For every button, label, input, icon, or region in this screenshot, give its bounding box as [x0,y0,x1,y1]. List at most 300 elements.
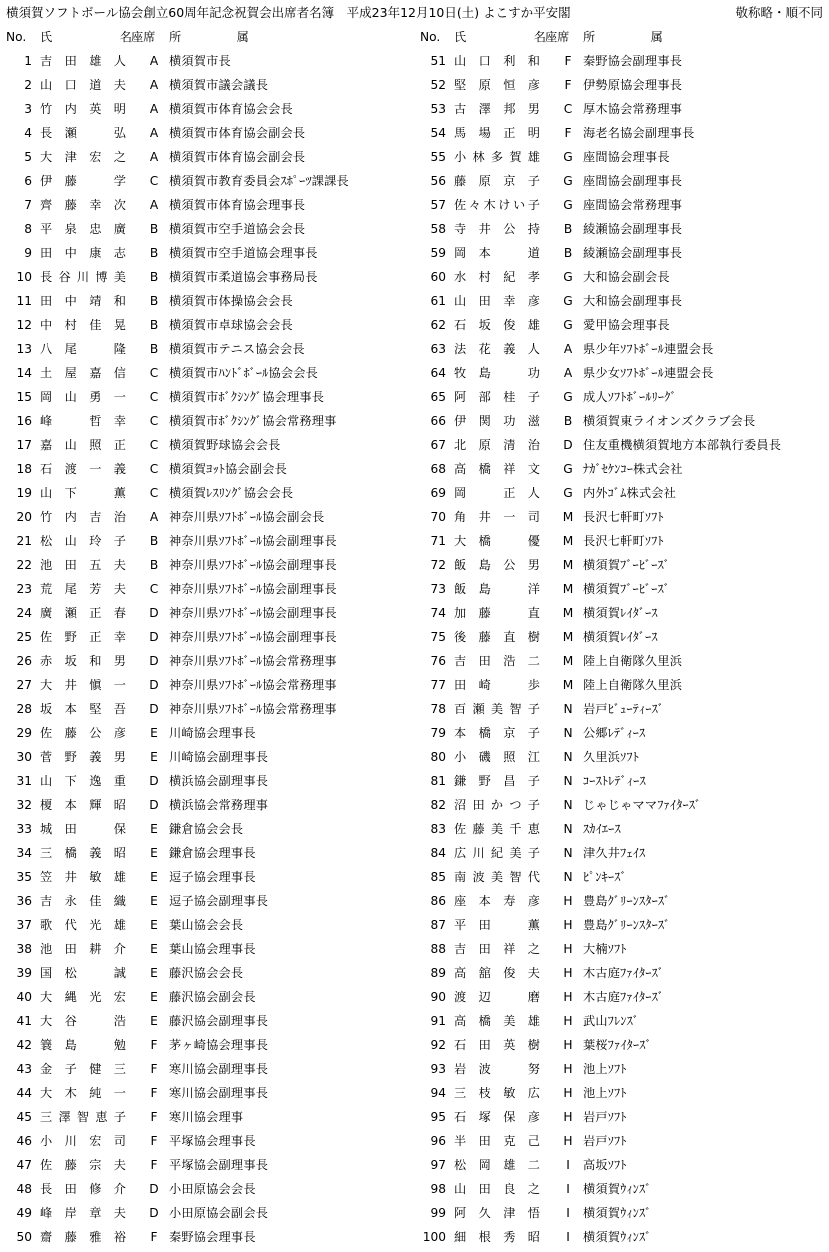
attendee-seat: E [150,822,158,836]
attendee-name: 齋藤雅裕 [40,1230,126,1244]
attendee-seat: G [563,390,573,404]
attendee-seat: C [149,462,159,476]
attendee-name: 飯島 洋 [454,582,540,596]
attendee-no: 86 [430,894,446,908]
attendee-name: 山田良之 [454,1182,540,1196]
attendee-affiliation: 横須賀市体操協会会長 [169,294,293,308]
attendee-row [420,1156,829,1180]
attendee-no: 81 [430,774,446,788]
attendee-name: 八尾 隆 [40,342,126,356]
attendee-name: 笠井敏雄 [40,870,126,884]
attendee-row [420,340,829,364]
attendee-affiliation: 寒川協会副理事長 [169,1062,269,1076]
attendee-name: 佐藤公彦 [40,726,126,740]
attendee-no: 73 [430,582,446,596]
attendee-no: 72 [430,558,446,572]
attendee-row [420,460,829,484]
attendee-no: 74 [430,606,446,620]
attendee-row [420,1132,829,1156]
attendee-name: 北原清治 [454,438,540,452]
attendee-no: 24 [16,606,32,620]
attendee-no: 78 [430,702,446,716]
attendee-name: 本橋京子 [454,726,540,740]
attendee-affiliation: 内外ｺﾞﾑ株式会社 [583,486,677,500]
attendee-row [6,844,416,868]
attendee-seat: C [149,486,159,500]
attendee-row [6,820,416,844]
attendee-row [6,772,416,796]
attendee-affiliation: 横浜協会常務理事 [169,798,269,812]
attendee-no: 71 [430,534,446,548]
attendee-affiliation: 久里浜ｿﾌﾄ [583,750,640,764]
attendee-seat: D [149,606,159,620]
attendee-row [420,316,829,340]
attendee-row [6,76,416,100]
attendee-seat: F [150,1038,158,1052]
attendee-name: 渡辺 磨 [454,990,540,1004]
attendee-no: 59 [430,246,446,260]
attendee-seat: M [562,678,574,692]
attendee-seat: H [563,1014,573,1028]
attendee-no: 43 [16,1062,32,1076]
attendee-row [420,196,829,220]
attendee-no: 90 [430,990,446,1004]
attendee-name: 百瀬美智子 [454,702,540,716]
attendee-affiliation: 川崎協会理事長 [169,726,256,740]
attendee-affiliation: 厚木協会常務理事 [583,102,683,116]
attendee-name: 峰 哲幸 [40,414,126,428]
attendee-seat: B [149,222,159,236]
attendee-no: 36 [16,894,32,908]
attendee-row [420,700,829,724]
attendee-no: 53 [430,102,446,116]
attendee-affiliation: 長沢七軒町ｿﾌﾄ [583,534,664,548]
attendee-no: 88 [430,942,446,956]
attendee-seat: N [563,822,573,836]
attendee-row [6,340,416,364]
attendee-row [420,820,829,844]
attendee-no: 1 [24,54,32,68]
attendee-no: 21 [16,534,32,548]
attendee-name: 土屋嘉信 [40,366,126,380]
attendee-seat: F [564,126,572,140]
attendee-row [6,628,416,652]
attendee-seat: G [563,150,573,164]
attendee-affiliation: 横須賀市体育協会副会長 [169,126,306,140]
attendee-name: 山下 薫 [40,486,126,500]
attendee-name: 三枝敏広 [454,1086,540,1100]
attendee-name: 赤坂和男 [40,654,126,668]
attendee-no: 30 [16,750,32,764]
attendee-affiliation: 木古庭ﾌｧｲﾀｰｽﾞ [583,966,665,980]
attendee-row [420,148,829,172]
attendee-no: 17 [16,438,32,452]
attendee-row [420,508,829,532]
attendee-row [420,1204,829,1228]
attendee-row [420,1228,829,1252]
attendee-row [6,1204,416,1228]
attendee-no: 40 [16,990,32,1004]
attendee-row [420,844,829,868]
attendee-name: 伊関功滋 [454,414,540,428]
attendee-seat: H [563,1110,573,1124]
attendee-affiliation: 葉桜ﾌｧｲﾀｰｽﾞ [583,1038,652,1052]
attendee-affiliation: 横須賀市教育委員会ｽﾎﾟｰﾂ課課長 [169,174,349,188]
attendee-row [6,1012,416,1036]
attendee-name: 後藤直樹 [454,630,540,644]
header-affiliation: 所 属 [583,30,663,44]
attendee-no: 50 [16,1230,32,1244]
attendee-seat: G [563,462,573,476]
attendee-no: 84 [430,846,446,860]
attendee-no: 65 [430,390,446,404]
attendee-no: 61 [430,294,446,308]
attendee-affiliation: 横須賀市ﾊﾝﾄﾞﾎﾞｰﾙ協会会長 [169,366,319,380]
attendee-seat: F [150,1158,158,1172]
attendee-no: 94 [430,1086,446,1100]
attendee-no: 58 [430,222,446,236]
attendee-name: 金子健三 [40,1062,126,1076]
attendee-row [6,100,416,124]
attendee-no: 82 [430,798,446,812]
attendee-row [6,724,416,748]
attendee-row [420,748,829,772]
attendee-name: 吉田浩二 [454,654,540,668]
attendee-name: 山下逸重 [40,774,126,788]
attendee-seat: H [563,1086,573,1100]
attendee-seat: A [563,342,573,356]
attendee-rows-right [420,52,829,1252]
attendee-name: 岡山勇一 [40,390,126,404]
attendee-affiliation: 綾瀬協会副理事長 [583,246,683,260]
attendee-seat: I [566,1158,570,1172]
attendee-row [6,436,416,460]
attendee-seat: M [562,534,574,548]
attendee-row [6,364,416,388]
attendee-affiliation: ﾅｶﾞｾｹﾝｺｰ株式会社 [583,462,683,476]
attendee-no: 23 [16,582,32,596]
attendee-no: 6 [24,174,32,188]
attendee-affiliation: 横須賀市ﾎﾞｸｼﾝｸﾞ協会常務理事 [169,414,337,428]
attendee-row [420,124,829,148]
attendee-seat: B [563,414,573,428]
attendee-row [420,796,829,820]
attendee-no: 62 [430,318,446,332]
attendee-affiliation: 津久井ﾌｪｲｽ [583,846,646,860]
attendee-name: 長田修介 [40,1182,126,1196]
attendee-seat: D [149,654,159,668]
attendee-no: 89 [430,966,446,980]
attendee-row [420,1180,829,1204]
attendee-affiliation: ｽｶｲｴｰｽ [583,822,621,836]
attendee-row [420,1012,829,1036]
column-header [420,28,829,52]
attendee-affiliation: 寒川協会副理事長 [169,1086,269,1100]
attendee-affiliation: ﾋﾟﾝｷｰｽﾞ [583,870,627,884]
attendee-affiliation: 藤沢協会副理事長 [169,1014,269,1028]
attendee-name: 長瀬 弘 [40,126,126,140]
attendee-name: 小磯照江 [454,750,540,764]
attendee-row [420,244,829,268]
attendee-no: 55 [430,150,446,164]
attendee-seat: M [562,654,574,668]
attendee-seat: M [562,558,574,572]
attendee-affiliation: 陸上自衛隊久里浜 [583,654,683,668]
attendee-name: 半田克己 [454,1134,540,1148]
attendee-no: 97 [430,1158,446,1172]
attendee-no: 96 [430,1134,446,1148]
attendee-seat: N [563,798,573,812]
attendee-affiliation: 横須賀市体育協会会長 [169,102,293,116]
attendee-name: 寺井公持 [454,222,540,236]
attendee-seat: A [149,510,159,524]
attendee-row [420,772,829,796]
attendee-seat: H [563,1062,573,1076]
attendee-seat: N [563,750,573,764]
attendee-row [420,220,829,244]
attendee-seat: N [563,726,573,740]
attendee-affiliation: 横須賀東ライオンズクラブ会長 [583,414,756,428]
attendee-no: 56 [430,174,446,188]
attendee-affiliation: 小田原協会副会長 [169,1206,269,1220]
attendee-name: 大縄光宏 [40,990,126,1004]
attendee-row [420,52,829,76]
attendee-row [6,748,416,772]
attendee-no: 69 [430,486,446,500]
attendee-seat: C [149,414,159,428]
attendee-affiliation: 平塚協会副理事長 [169,1158,269,1172]
attendee-row [6,916,416,940]
header-name: 氏 名 [454,30,546,44]
attendee-affiliation: 池上ｿﾌﾄ [583,1062,627,1076]
attendee-seat: D [149,774,159,788]
attendee-seat: N [563,846,573,860]
attendee-seat: C [149,174,159,188]
attendee-no: 52 [430,78,446,92]
attendee-affiliation: 横須賀市空手道協会会長 [169,222,306,236]
attendee-row [6,604,416,628]
attendee-no: 47 [16,1158,32,1172]
attendee-name: 小林多賀雄 [454,150,540,164]
attendee-name: 簔島 勉 [40,1038,126,1052]
attendee-seat: G [563,486,573,500]
attendee-affiliation: 住友重機横須賀地方本部執行委員長 [583,438,782,452]
document-title: 横須賀ソフトボール協会創立60周年記念祝賀会出席者名簿 平成23年12月10日(土) よこすか平安閣 [6,5,571,20]
attendee-no: 38 [16,942,32,956]
attendee-seat: A [149,54,159,68]
attendee-affiliation: 木古庭ﾌｧｲﾀｰｽﾞ [583,990,665,1004]
attendee-affiliation: 藤沢協会副会長 [169,990,256,1004]
attendee-seat: B [149,246,159,260]
attendee-seat: E [150,846,158,860]
attendee-row [6,1060,416,1084]
attendee-seat: E [150,870,158,884]
attendee-row [6,1228,416,1252]
attendee-no: 91 [430,1014,446,1028]
attendee-affiliation: 海老名協会副理事長 [583,126,695,140]
attendee-no: 48 [16,1182,32,1196]
attendee-no: 16 [16,414,32,428]
attendee-affiliation: 秦野協会副理事長 [583,54,683,68]
attendee-affiliation: 茅ヶ崎協会理事長 [169,1038,269,1052]
attendee-row [6,652,416,676]
attendee-no: 31 [16,774,32,788]
header-affiliation: 所 属 [169,30,249,44]
attendee-row [6,1156,416,1180]
attendee-name: 高橋美雄 [454,1014,540,1028]
attendee-seat: E [150,918,158,932]
attendee-affiliation: 横須賀市議会議長 [169,78,269,92]
attendee-name: 座本寿彦 [454,894,540,908]
attendee-no: 39 [16,966,32,980]
attendee-seat: B [149,342,159,356]
attendee-name: 山田幸彦 [454,294,540,308]
attendee-seat: G [563,318,573,332]
attendee-name: 竹内英明 [40,102,126,116]
attendee-seat: N [563,702,573,716]
attendee-seat: C [563,102,573,116]
attendee-no: 28 [16,702,32,716]
attendee-seat: B [149,270,159,284]
attendee-affiliation: 県少女ｿﾌﾄﾎﾞｰﾙ連盟会長 [583,366,714,380]
order-note: 敬称略・順不同 [735,5,823,20]
attendee-seat: M [562,606,574,620]
attendee-affiliation: 岩戸ｿﾌﾄ [583,1134,627,1148]
attendee-no: 12 [16,318,32,332]
attendee-name: 長谷川博美 [40,270,126,284]
attendee-seat: E [150,990,158,1004]
attendee-seat: M [562,582,574,596]
attendee-name: 堅原恒彦 [454,78,540,92]
attendee-seat: D [149,798,159,812]
attendee-row [6,868,416,892]
attendee-name: 南波美智代 [454,870,540,884]
attendee-no: 66 [430,414,446,428]
attendee-seat: E [150,726,158,740]
attendee-name: 吉永佳織 [40,894,126,908]
attendee-name: 三澤智恵子 [40,1110,126,1124]
attendee-no: 54 [430,126,446,140]
attendee-seat: C [149,390,159,404]
attendee-affiliation: 横浜協会副理事長 [169,774,269,788]
attendee-name: 佐々木けい子 [454,198,540,212]
attendee-no: 49 [16,1206,32,1220]
attendee-seat: I [566,1230,570,1244]
attendee-no: 3 [24,102,32,116]
attendee-name: 鎌野昌子 [454,774,540,788]
attendee-affiliation: 秦野協会理事長 [169,1230,256,1244]
attendee-seat: E [150,966,158,980]
attendee-name: 菅野義男 [40,750,126,764]
attendee-row [6,52,416,76]
attendee-no: 19 [16,486,32,500]
attendee-affiliation: 岩戸ﾋﾞｭｰﾃｨｰｽﾞ [583,702,665,716]
attendee-name: 大木純一 [40,1086,126,1100]
attendee-seat: G [563,270,573,284]
attendee-row [6,196,416,220]
attendee-no: 99 [430,1206,446,1220]
attendee-affiliation: 逗子協会理事長 [169,870,256,884]
attendee-affiliation: 横須賀市長 [169,54,231,68]
attendee-no: 100 [422,1230,446,1244]
attendee-affiliation: 横須賀ﾌﾞｰﾋﾞｰｽﾞ [583,558,670,572]
attendee-no: 14 [16,366,32,380]
attendee-affiliation: じゃじゃママﾌｧｲﾀｰｽﾞ [583,798,702,812]
attendee-row [6,124,416,148]
attendee-name: 嘉山照正 [40,438,126,452]
attendee-seat: C [149,366,159,380]
attendee-no: 33 [16,822,32,836]
attendee-affiliation: 神奈川県ｿﾌﾄﾎﾞｰﾙ協会常務理事 [169,654,337,668]
attendee-name: 松岡雄二 [454,1158,540,1172]
attendee-seat: A [149,78,159,92]
attendee-affiliation: 公郷ﾚﾃﾞｨｰｽ [583,726,646,740]
attendee-row [420,268,829,292]
attendee-seat: A [563,366,573,380]
attendee-no: 57 [430,198,446,212]
attendee-seat: F [150,1230,158,1244]
attendee-no: 80 [430,750,446,764]
attendee-no: 20 [16,510,32,524]
attendee-affiliation: 小田原協会会長 [169,1182,256,1196]
attendee-no: 18 [16,462,32,476]
attendee-affiliation: 横須賀ﾌﾞｰﾋﾞｰｽﾞ [583,582,670,596]
attendee-row [6,1036,416,1060]
attendee-name: 田崎 歩 [454,678,540,692]
attendee-row [6,1180,416,1204]
attendee-row [420,916,829,940]
attendee-row [420,628,829,652]
attendee-no: 83 [430,822,446,836]
attendee-no: 98 [430,1182,446,1196]
attendee-seat: C [149,582,159,596]
attendee-row [420,436,829,460]
attendee-no: 5 [24,150,32,164]
attendee-affiliation: 横須賀ｳｨﾝｽﾞ [583,1182,652,1196]
attendee-affiliation: 横須賀ﾖｯﾄ協会副会長 [169,462,287,476]
attendee-affiliation: 横須賀野球協会会長 [169,438,281,452]
attendee-no: 29 [16,726,32,740]
attendee-name: 石田英樹 [454,1038,540,1052]
attendee-name: 大谷 浩 [40,1014,126,1028]
attendee-affiliation: 横須賀市体育協会理事長 [169,198,306,212]
attendee-affiliation: 横須賀市空手道協会理事長 [169,246,318,260]
attendee-no: 8 [24,222,32,236]
attendee-name: 藤原京子 [454,174,540,188]
attendee-affiliation: 寒川協会理事 [169,1110,244,1124]
attendee-row [420,724,829,748]
attendee-name: 石坂俊雄 [454,318,540,332]
attendee-row [420,580,829,604]
header-seat: 座席 [545,30,570,44]
attendee-seat: B [149,558,159,572]
attendee-affiliation: 神奈川県ｿﾌﾄﾎﾞｰﾙ協会副理事長 [169,630,337,644]
attendee-seat: D [149,1182,159,1196]
attendee-name: 歌代光雄 [40,918,126,932]
attendee-row [6,964,416,988]
attendee-seat: B [149,534,159,548]
attendee-name: 牧島 功 [454,366,540,380]
attendee-no: 45 [16,1110,32,1124]
attendee-row [6,268,416,292]
attendee-name: 大井愼一 [40,678,126,692]
attendee-name: 松山玲子 [40,534,126,548]
attendee-no: 93 [430,1062,446,1076]
attendee-row [6,388,416,412]
attendee-list-right [420,28,829,1252]
attendee-affiliation: 座間協会常務理事 [583,198,683,212]
attendee-no: 37 [16,918,32,932]
